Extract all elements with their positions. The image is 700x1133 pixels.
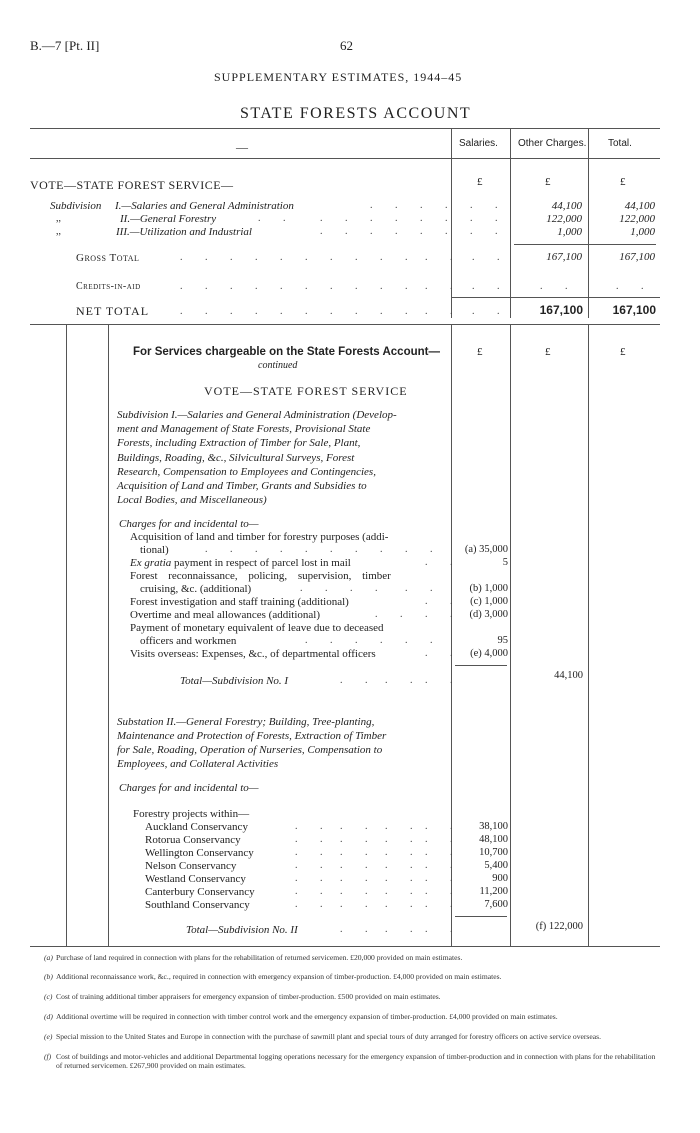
dot-leader: . . (340, 821, 378, 832)
dot-leader: . . (385, 675, 423, 686)
net-total-value: 167,100 (612, 303, 656, 317)
running-title: SUPPLEMENTARY ESTIMATES, 1944–45 (214, 70, 463, 84)
item-amount: (e) 4,000 (470, 648, 508, 659)
row-label: —Utilization and Industrial (129, 226, 252, 238)
dot-leader: . . (350, 583, 388, 594)
subtotal-rule (514, 244, 656, 245)
item-amount: 95 (497, 635, 508, 646)
dot-leader: . . (370, 226, 408, 237)
conservancy-item: Wellington Conservancy (145, 847, 254, 859)
row-other-value: 1,000 (557, 226, 582, 238)
item-amount: (a) 35,000 (464, 544, 508, 555)
margin-rule (66, 324, 67, 946)
salaries-currency: £ (477, 176, 483, 188)
item-text: Forest investigation and staff training (additional) (130, 596, 349, 608)
net-rule (451, 297, 660, 298)
conservancy-item: Southland Conservancy (145, 899, 250, 911)
text-line: ment and Management of State Forests, Provisional State (117, 423, 371, 436)
dot-leader: . . (375, 609, 413, 620)
dot-leader: . . (385, 860, 423, 871)
dot-leader: . . (258, 213, 296, 224)
dot-leader: . . (180, 252, 218, 263)
dot-leader: . . (425, 873, 463, 884)
row-number: III. (116, 226, 130, 238)
dot-leader: . . (230, 306, 268, 317)
net-other-value: 167,100 (539, 303, 583, 317)
footnote-b (44, 972, 656, 981)
dot-leader: . . (405, 583, 443, 594)
dot-leader: . . (355, 544, 393, 555)
dot-leader: . . (425, 886, 463, 897)
dot-leader: . . (425, 648, 463, 659)
dot-leader: . . (340, 847, 378, 858)
summary-row-1 (115, 200, 294, 212)
footnote-f (44, 1052, 656, 1070)
dot-leader: . . (425, 557, 463, 568)
dot-leader: . . (385, 821, 423, 832)
dot-leader: . . (330, 281, 368, 292)
row-other-value: 122,000 (546, 213, 582, 225)
section-heading: For Services chargeable on the State Forests Account— (133, 346, 440, 358)
conservancy-amount: 7,600 (484, 899, 508, 910)
dot-leader: . . (385, 847, 423, 858)
item-text: cruising, &c. (additional) (140, 583, 252, 595)
detail-currency: £ (620, 346, 626, 358)
margin-rule (108, 324, 109, 946)
subdivision-2-total: (f) 122,000 (535, 921, 583, 932)
text-line: Employees, and Collateral Activities (117, 758, 279, 770)
row-label: —General Forestry (130, 213, 217, 225)
dot-leader: . . (425, 847, 463, 858)
dot-leader: . . (305, 635, 343, 646)
dot-leader: . . (320, 226, 358, 237)
detail-vote-title: VOTE—STATE FOREST SERVICE (204, 384, 408, 398)
dot-leader: . . (340, 860, 378, 871)
subdivision-1-total-label: Total—Subdivision No. I (180, 675, 289, 687)
dot-leader: . . (385, 924, 423, 935)
subtotal-rule (455, 916, 507, 917)
charges-heading: Charges for and incidental to— (119, 518, 259, 530)
dot-leader: . . (472, 281, 510, 292)
dot-leader: . . (420, 200, 458, 211)
item-text: Overtime and meal allowances (additional) (130, 609, 320, 621)
dot-leader: . . (330, 306, 368, 317)
column-rule (588, 128, 589, 318)
dot-leader: . . (470, 226, 508, 237)
credits-in-aid-label: Credits-in-aid (76, 281, 141, 292)
dot-leader: . . (385, 834, 423, 845)
ditto-mark: ,, (56, 226, 61, 237)
text-line: Substation II.—General Forestry; Building, Tree-planting, (117, 716, 375, 728)
dot-leader: . . (340, 899, 378, 910)
dot-leader: . . (385, 873, 423, 884)
footnote-text: Additional reconnaissance work, &c., required in connection with emergency expansion of timber-production. £4,000 provided on main estimates. (56, 972, 502, 981)
dot-leader: . . (370, 213, 408, 224)
conservancy-item: Auckland Conservancy (145, 821, 248, 833)
text-line: Forests, including Extraction of Timber for Sale, Plant, (117, 437, 361, 450)
dot-leader: . . (305, 544, 343, 555)
dot-leader: . . (295, 860, 333, 871)
dot-leader: . . (540, 281, 578, 292)
dot-leader: . . (340, 886, 378, 897)
dot-leader: . . (295, 886, 333, 897)
footnote-text: Purchase of land required in connection with plans for the rehabilitation of returned servicemen. £20,000 provided on main estimates. (56, 953, 463, 962)
dot-leader: . . (300, 583, 338, 594)
item-text: Ex gratia payment in respect of parcel lost in mail (130, 557, 351, 569)
subdivision-word: Subdivision (50, 200, 102, 212)
account-title: STATE FORESTS ACCOUNT (240, 105, 472, 122)
dot-leader: . . (205, 544, 243, 555)
footnote-label: (f) (44, 1052, 52, 1061)
dot-leader: . . (470, 213, 508, 224)
dot-leader: . . (380, 252, 418, 263)
detail-currency: £ (477, 346, 483, 358)
item-amount: (d) 3,000 (469, 609, 508, 620)
section-bottom-rule (30, 946, 660, 947)
dot-leader: . . (330, 252, 368, 263)
row-number: I. (115, 200, 122, 212)
table-top-rule (30, 128, 660, 129)
footnote-c (44, 992, 656, 1001)
subdivision-1-description (117, 408, 397, 507)
gross-total-label: Gross Total (76, 252, 140, 264)
row-number: II. (120, 213, 131, 225)
gross-other-value: 167,100 (546, 251, 582, 263)
dot-leader: . . (420, 213, 458, 224)
page-number: 62 (340, 38, 353, 53)
summary-row-2 (120, 213, 216, 225)
footnote-label: (e) (44, 1032, 53, 1041)
dot-leader: . . (370, 200, 408, 211)
footnote-text: Cost of training additional timber appraisers for emergency expansion of timber-production. £500 provided on main estimates. (56, 992, 441, 1001)
footnote-label: (b) (44, 972, 53, 981)
dot-leader: . . (425, 281, 463, 292)
row-other-value: 44,100 (551, 200, 582, 212)
dot-leader: . . (340, 873, 378, 884)
row-total-value: 1,000 (630, 226, 655, 238)
dot-leader: . . (425, 609, 463, 620)
net-total-label: NET TOTAL (76, 304, 150, 318)
footnote-text: Cost of buildings and motor-vehicles and additional Departmental logging operations necessary for the emergency expansion of timber-production and in connection with plans for the rehabilitation of returned servicemen. £267,900 provided on main estimates. (56, 1052, 656, 1070)
dot-leader: . . (340, 834, 378, 845)
column-header-other-charges: Other Charges. (518, 138, 587, 149)
dot-leader: . . (180, 281, 218, 292)
dot-leader: . . (470, 200, 508, 211)
conservancy-item: Rotorua Conservancy (145, 834, 241, 846)
dot-leader: . . (295, 899, 333, 910)
dot-leader: . . (425, 252, 463, 263)
column-rule (588, 324, 589, 946)
conservancy-amount: 900 (492, 873, 508, 884)
subtotal-rule (455, 665, 507, 666)
column-header-total: Total. (608, 138, 632, 149)
dot-leader: . . (425, 834, 463, 845)
summary-vote-title: VOTE—STATE FOREST SERVICE— (30, 178, 234, 192)
footnote-label: (c) (44, 992, 53, 1001)
item-amount: 5 (502, 557, 508, 568)
dot-leader: . . (280, 281, 318, 292)
footnote-d (44, 1012, 656, 1021)
footnote-e (44, 1032, 656, 1041)
dot-leader: . . (425, 596, 463, 607)
text-line: Acquisition of Land and Timber, Grants and Subsidies to (117, 480, 367, 493)
charges-heading: Charges for and incidental to— (119, 782, 259, 794)
ditto-mark: ,, (56, 213, 61, 224)
conservancy-amount: 10,700 (479, 847, 508, 858)
text-line: Subdivision I.—Salaries and General Administration (Develop- (117, 409, 397, 421)
dot-leader: . . (420, 226, 458, 237)
dot-leader: . . (340, 675, 378, 686)
footnote-label: (d) (44, 1012, 53, 1021)
dot-leader: . . (230, 252, 268, 263)
dot-leader: . . (295, 847, 333, 858)
footnote-text: Additional overtime will be required in connection with timber control work and the emergency expansion of timber-production. £4,000 provided on main estimates. (56, 1012, 558, 1021)
dot-leader: . . (295, 834, 333, 845)
dot-leader: . . (380, 281, 418, 292)
dot-leader: . . (425, 899, 463, 910)
item-amount: (c) 1,000 (470, 596, 508, 607)
dot-leader: . . (280, 306, 318, 317)
row-total-value: 122,000 (619, 213, 655, 225)
dot-leader: . . (355, 635, 393, 646)
subdivision-2-total-label: Total—Subdivision No. II (186, 924, 298, 936)
text-line: for Sale, Roading, Operation of Nurseries, Compensation to (117, 744, 383, 756)
dot-leader: . . (230, 281, 268, 292)
item-text: Forest reconnaissance, policing, supervision, timber (130, 570, 391, 582)
dot-leader: . . (425, 821, 463, 832)
dot-leader: . . (385, 899, 423, 910)
dot-leader: . . (472, 306, 510, 317)
footnote-label: (a) (44, 953, 53, 962)
text-line: Local Bodies, and Miscellaneous) (117, 494, 267, 507)
item-text: Payment of monetary equivalent of leave due to deceased (130, 622, 384, 634)
dot-leader: . . (180, 306, 218, 317)
projects-heading: Forestry projects within— (133, 808, 250, 820)
other-currency: £ (545, 176, 551, 188)
header-dash: — (236, 140, 248, 154)
dot-leader: . . (425, 860, 463, 871)
item-text: officers and workmen (140, 635, 237, 647)
row-label: —Salaries and General Administration (121, 200, 294, 212)
footnote-text: Special mission to the United States and Europe in connection with the purchase of sawmill plant and special tours of duty arranged for forestry officers on active service overseas. (56, 1032, 601, 1041)
document-reference: B.—7 [Pt. II] (30, 38, 100, 53)
item-text: tional) (140, 544, 169, 556)
dot-leader: . . (385, 886, 423, 897)
dot-leader: . . (616, 281, 654, 292)
dot-leader: . . (280, 252, 318, 263)
item-amount: (b) 1,000 (469, 583, 508, 594)
column-rule (510, 324, 511, 946)
dot-leader: . . (405, 635, 443, 646)
dot-leader: . . (380, 306, 418, 317)
header-rule (30, 158, 660, 159)
dot-leader: . . (425, 675, 463, 686)
conservancy-item: Canterbury Conservancy (145, 886, 255, 898)
detail-currency: £ (545, 346, 551, 358)
column-rule (510, 128, 511, 318)
dot-leader: . . (255, 544, 293, 555)
total-currency: £ (620, 176, 626, 188)
conservancy-amount: 38,100 (479, 821, 508, 832)
dot-leader: . . (472, 252, 510, 263)
item-text: Visits overseas: Expenses, &c., of departmental officers (130, 648, 376, 660)
row-total-value: 44,100 (624, 200, 655, 212)
item-text: Acquisition of land and timber for forestry purposes (addi- (130, 531, 389, 543)
conservancy-amount: 11,200 (479, 886, 508, 897)
dot-leader: . . (425, 306, 463, 317)
dot-leader: . . (405, 544, 443, 555)
conservancy-amount: 5,400 (484, 860, 508, 871)
conservancy-item: Westland Conservancy (145, 873, 246, 885)
section-continued: continued (258, 360, 298, 371)
gross-total-value: 167,100 (619, 251, 655, 263)
conservancy-item: Nelson Conservancy (145, 860, 237, 872)
dot-leader: . . (295, 821, 333, 832)
dot-leader: . . (320, 213, 358, 224)
dot-leader: . . (425, 924, 463, 935)
conservancy-amount: 48,100 (479, 834, 508, 845)
summary-bottom-rule (30, 324, 660, 325)
dot-leader: . . (340, 924, 378, 935)
footnote-a (44, 953, 656, 962)
subdivision-1-total: 44,100 (554, 670, 583, 681)
text-line: Research, Compensation to Employees and Contingencies, (117, 465, 376, 478)
column-header-salaries: Salaries. (459, 138, 498, 149)
summary-row-3 (116, 226, 252, 238)
dot-leader: . . (295, 873, 333, 884)
subdivision-2-description (117, 715, 386, 771)
text-line: Buildings, Roading, &c., Silvicultural Surveys, Forest (117, 451, 355, 464)
text-line: Maintenance and Protection of Forests, Extraction of Timber (117, 730, 387, 742)
